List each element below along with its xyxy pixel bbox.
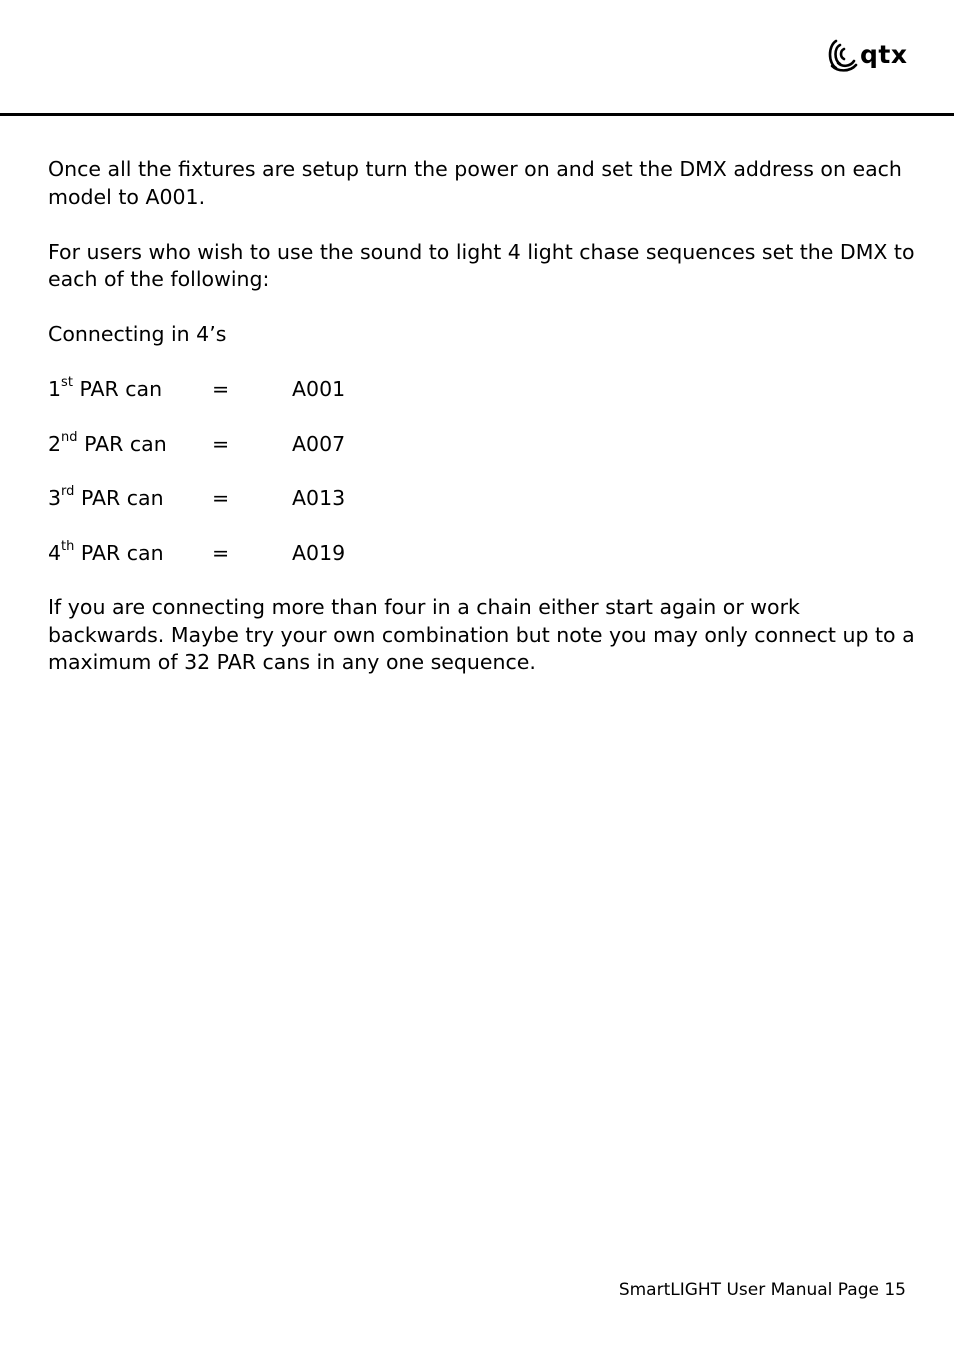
instructions-paragraph: For users who wish to use the sound to light 4 light chase sequences set the DMX to each of the following: xyxy=(48,239,915,291)
page-header xyxy=(0,0,954,117)
chain-note-paragraph: If you are connecting more than four in a chain either start again or work backwards. Maybe try your own combination but note you may only connect up to a maximum of 32 PAR cans in any one sequence. xyxy=(48,595,915,674)
dmx-address: A001 xyxy=(292,377,346,401)
qtx-logo-waves-icon xyxy=(826,39,858,73)
dmx-address: A013 xyxy=(292,486,346,510)
equals-sign: = xyxy=(212,377,230,401)
par-list-item xyxy=(48,376,918,404)
page-footer: SmartLIGHT User Manual Page 15 xyxy=(618,1280,906,1300)
subheading: Connecting in 4’s xyxy=(48,322,227,346)
equals-sign: = xyxy=(212,540,230,565)
par-list-item xyxy=(48,431,918,459)
page-content xyxy=(48,156,918,677)
equals-sign: = xyxy=(212,486,230,510)
qtx-logo xyxy=(826,36,907,76)
equals-sign: = xyxy=(212,431,230,456)
par-label: 4th PAR can xyxy=(48,538,164,565)
header-divider xyxy=(0,113,954,116)
dmx-address: A007 xyxy=(292,431,346,456)
par-label: 2nd PAR can xyxy=(48,429,167,456)
intro-paragraph: Once all the fixtures are setup turn the power on and set the DMX address on each model to A001. xyxy=(48,157,902,209)
par-list-item xyxy=(48,485,918,513)
dmx-address: A019 xyxy=(292,540,346,565)
par-label: 1st PAR can xyxy=(48,375,163,401)
logo-wordmark: qtx xyxy=(860,39,908,69)
par-label: 3rd PAR can xyxy=(48,484,164,510)
par-list-item xyxy=(48,540,918,568)
